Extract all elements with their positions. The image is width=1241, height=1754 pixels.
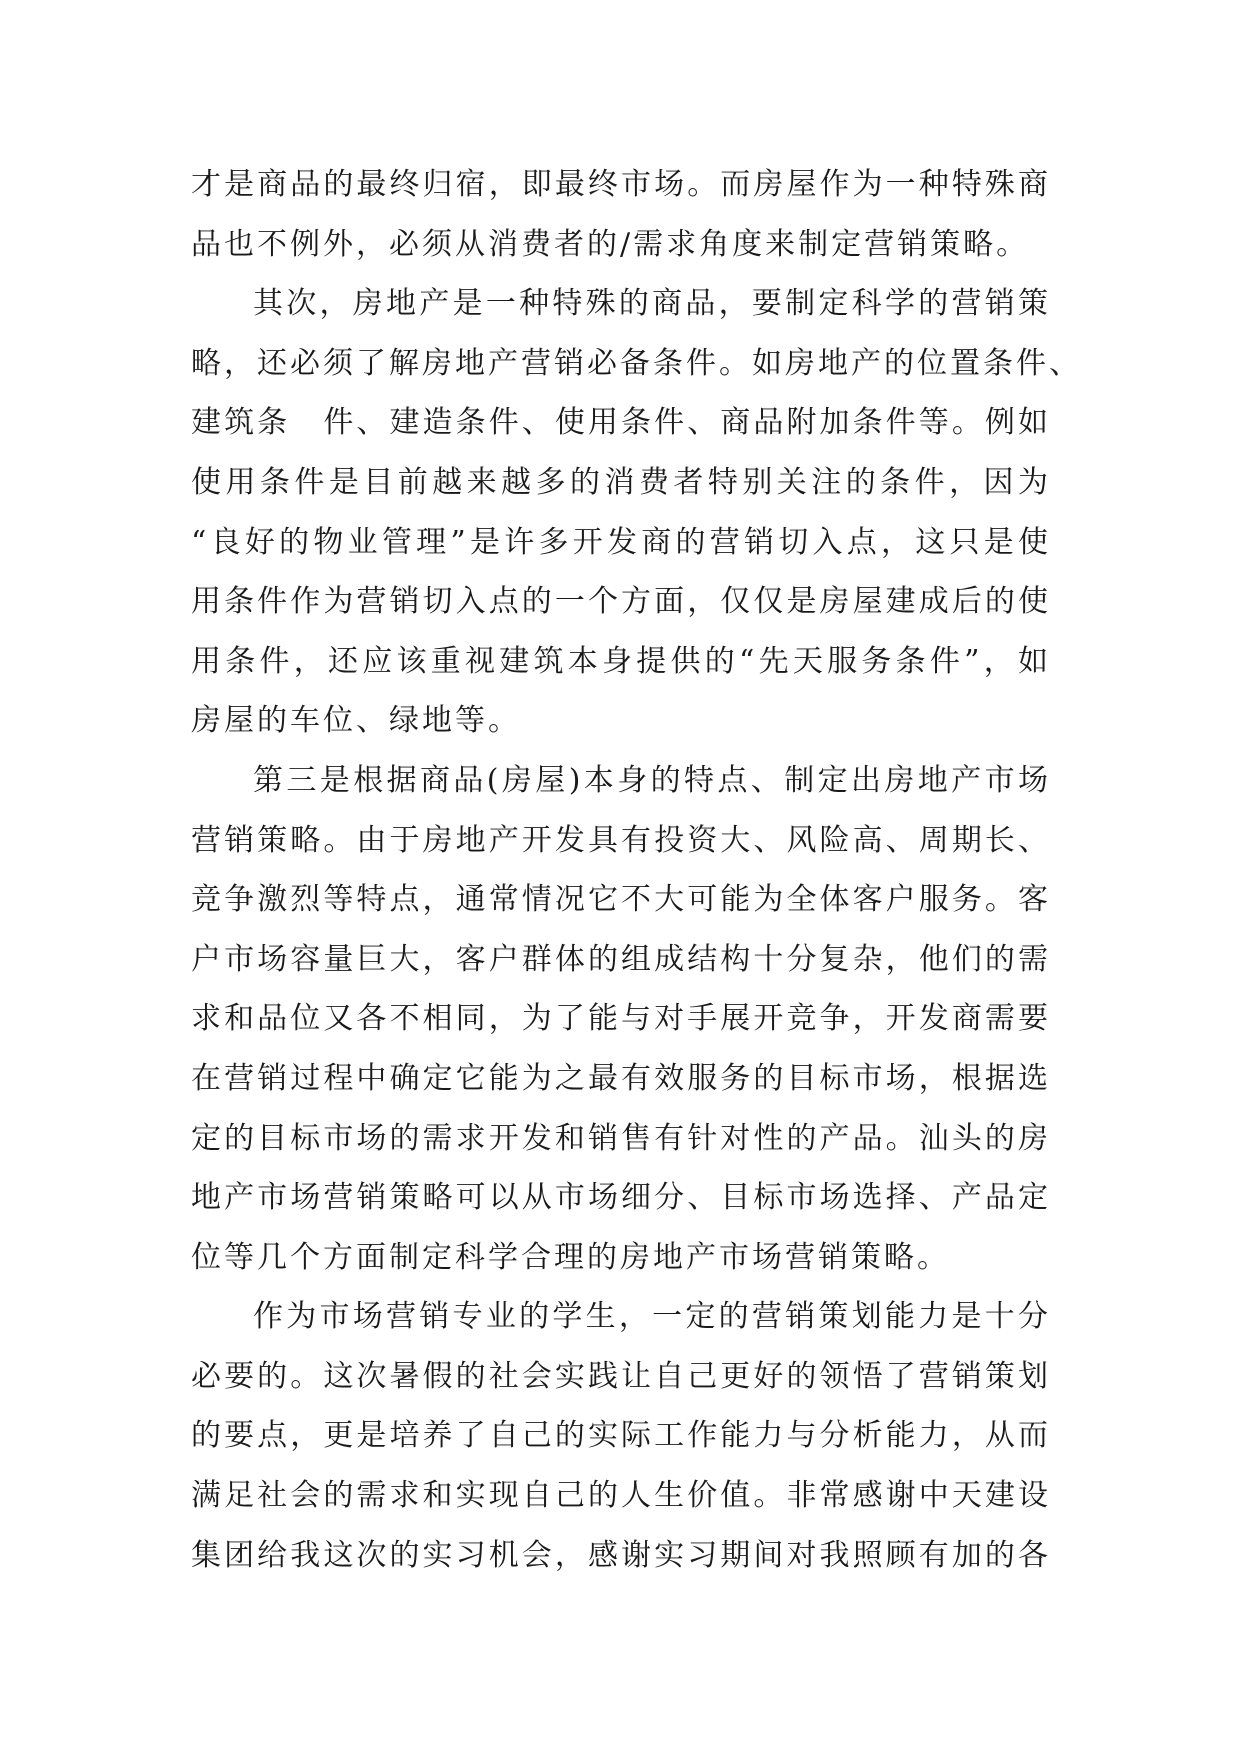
body-text-line: 满足社会的需求和实现自己的人生价值。非常感谢中天建设 [191,1478,1051,1514]
body-text-line: 建筑条 件、建造条件、使用条件、商品附加条件等。例如 [191,405,1051,441]
body-text-line: 位等几个方面制定科学合理的房地产市场营销策略。 [191,1239,950,1275]
body-text-line: “良好的物业管理”是许多开发商的营销切入点，这只是使 [191,524,1051,560]
body-text-line: 用条件，还应该重视建筑本身提供的“先天服务条件”，如 [191,643,1051,679]
body-text-line: 使用条件是目前越来越多的消费者特别关注的条件，因为 [191,464,1051,500]
body-text-line: 用条件作为营销切入点的一个方面，仅仅是房屋建成后的使 [191,584,1051,620]
body-text-line: 营销策略。由于房地产开发具有投资大、风险高、周期长、 [191,822,1051,858]
body-text-line: 略，还必须了解房地产营销必备条件。如房地产的位置条件、 [191,345,1082,381]
body-text-line: 的要点，更是培养了自己的实际工作能力与分析能力，从而 [191,1418,1051,1454]
paragraph-first-line: 作为市场营销专业的学生，一定的营销策划能力是十分 [253,1299,1051,1335]
paragraph-first-line: 第三是根据商品(房屋)本身的特点、制定出房地产市场 [253,762,1051,798]
body-text-line: 求和品位又各不相同，为了能与对手展开竞争，开发商需要 [191,1001,1051,1037]
body-text-line: 定的目标市场的需求开发和销售有针对性的产品。汕头的房 [191,1120,1051,1156]
body-text-line: 才是商品的最终归宿，即最终市场。而房屋作为一种特殊商 [191,167,1051,202]
document-body [191,160,1082,1590]
body-text-line: 品也不例外，必须从消费者的/需求角度来制定营销策略。 [191,226,1030,262]
body-text-line: 户市场容量巨大，客户群体的组成结构十分复杂，他们的需 [191,941,1051,977]
paragraph-first-line: 其次，房地产是一种特殊的商品，要制定科学的营销策 [253,286,1051,322]
body-text-line: 在营销过程中确定它能为之最有效服务的目标市场，根据选 [191,1060,1051,1096]
body-text-line: 集团给我这次的实习机会，感谢实习期间对我照顾有加的各 [191,1537,1051,1573]
body-text-line: 地产市场营销策略可以从市场细分、目标市场选择、产品定 [191,1180,1051,1216]
body-text-line: 必要的。这次暑假的社会实践让自己更好的领悟了营销策划 [191,1358,1051,1394]
body-text-line: 竞争激烈等特点，通常情况它不大可能为全体客户服务。客 [191,882,1051,918]
body-text-line: 房屋的车位、绿地等。 [191,703,521,739]
